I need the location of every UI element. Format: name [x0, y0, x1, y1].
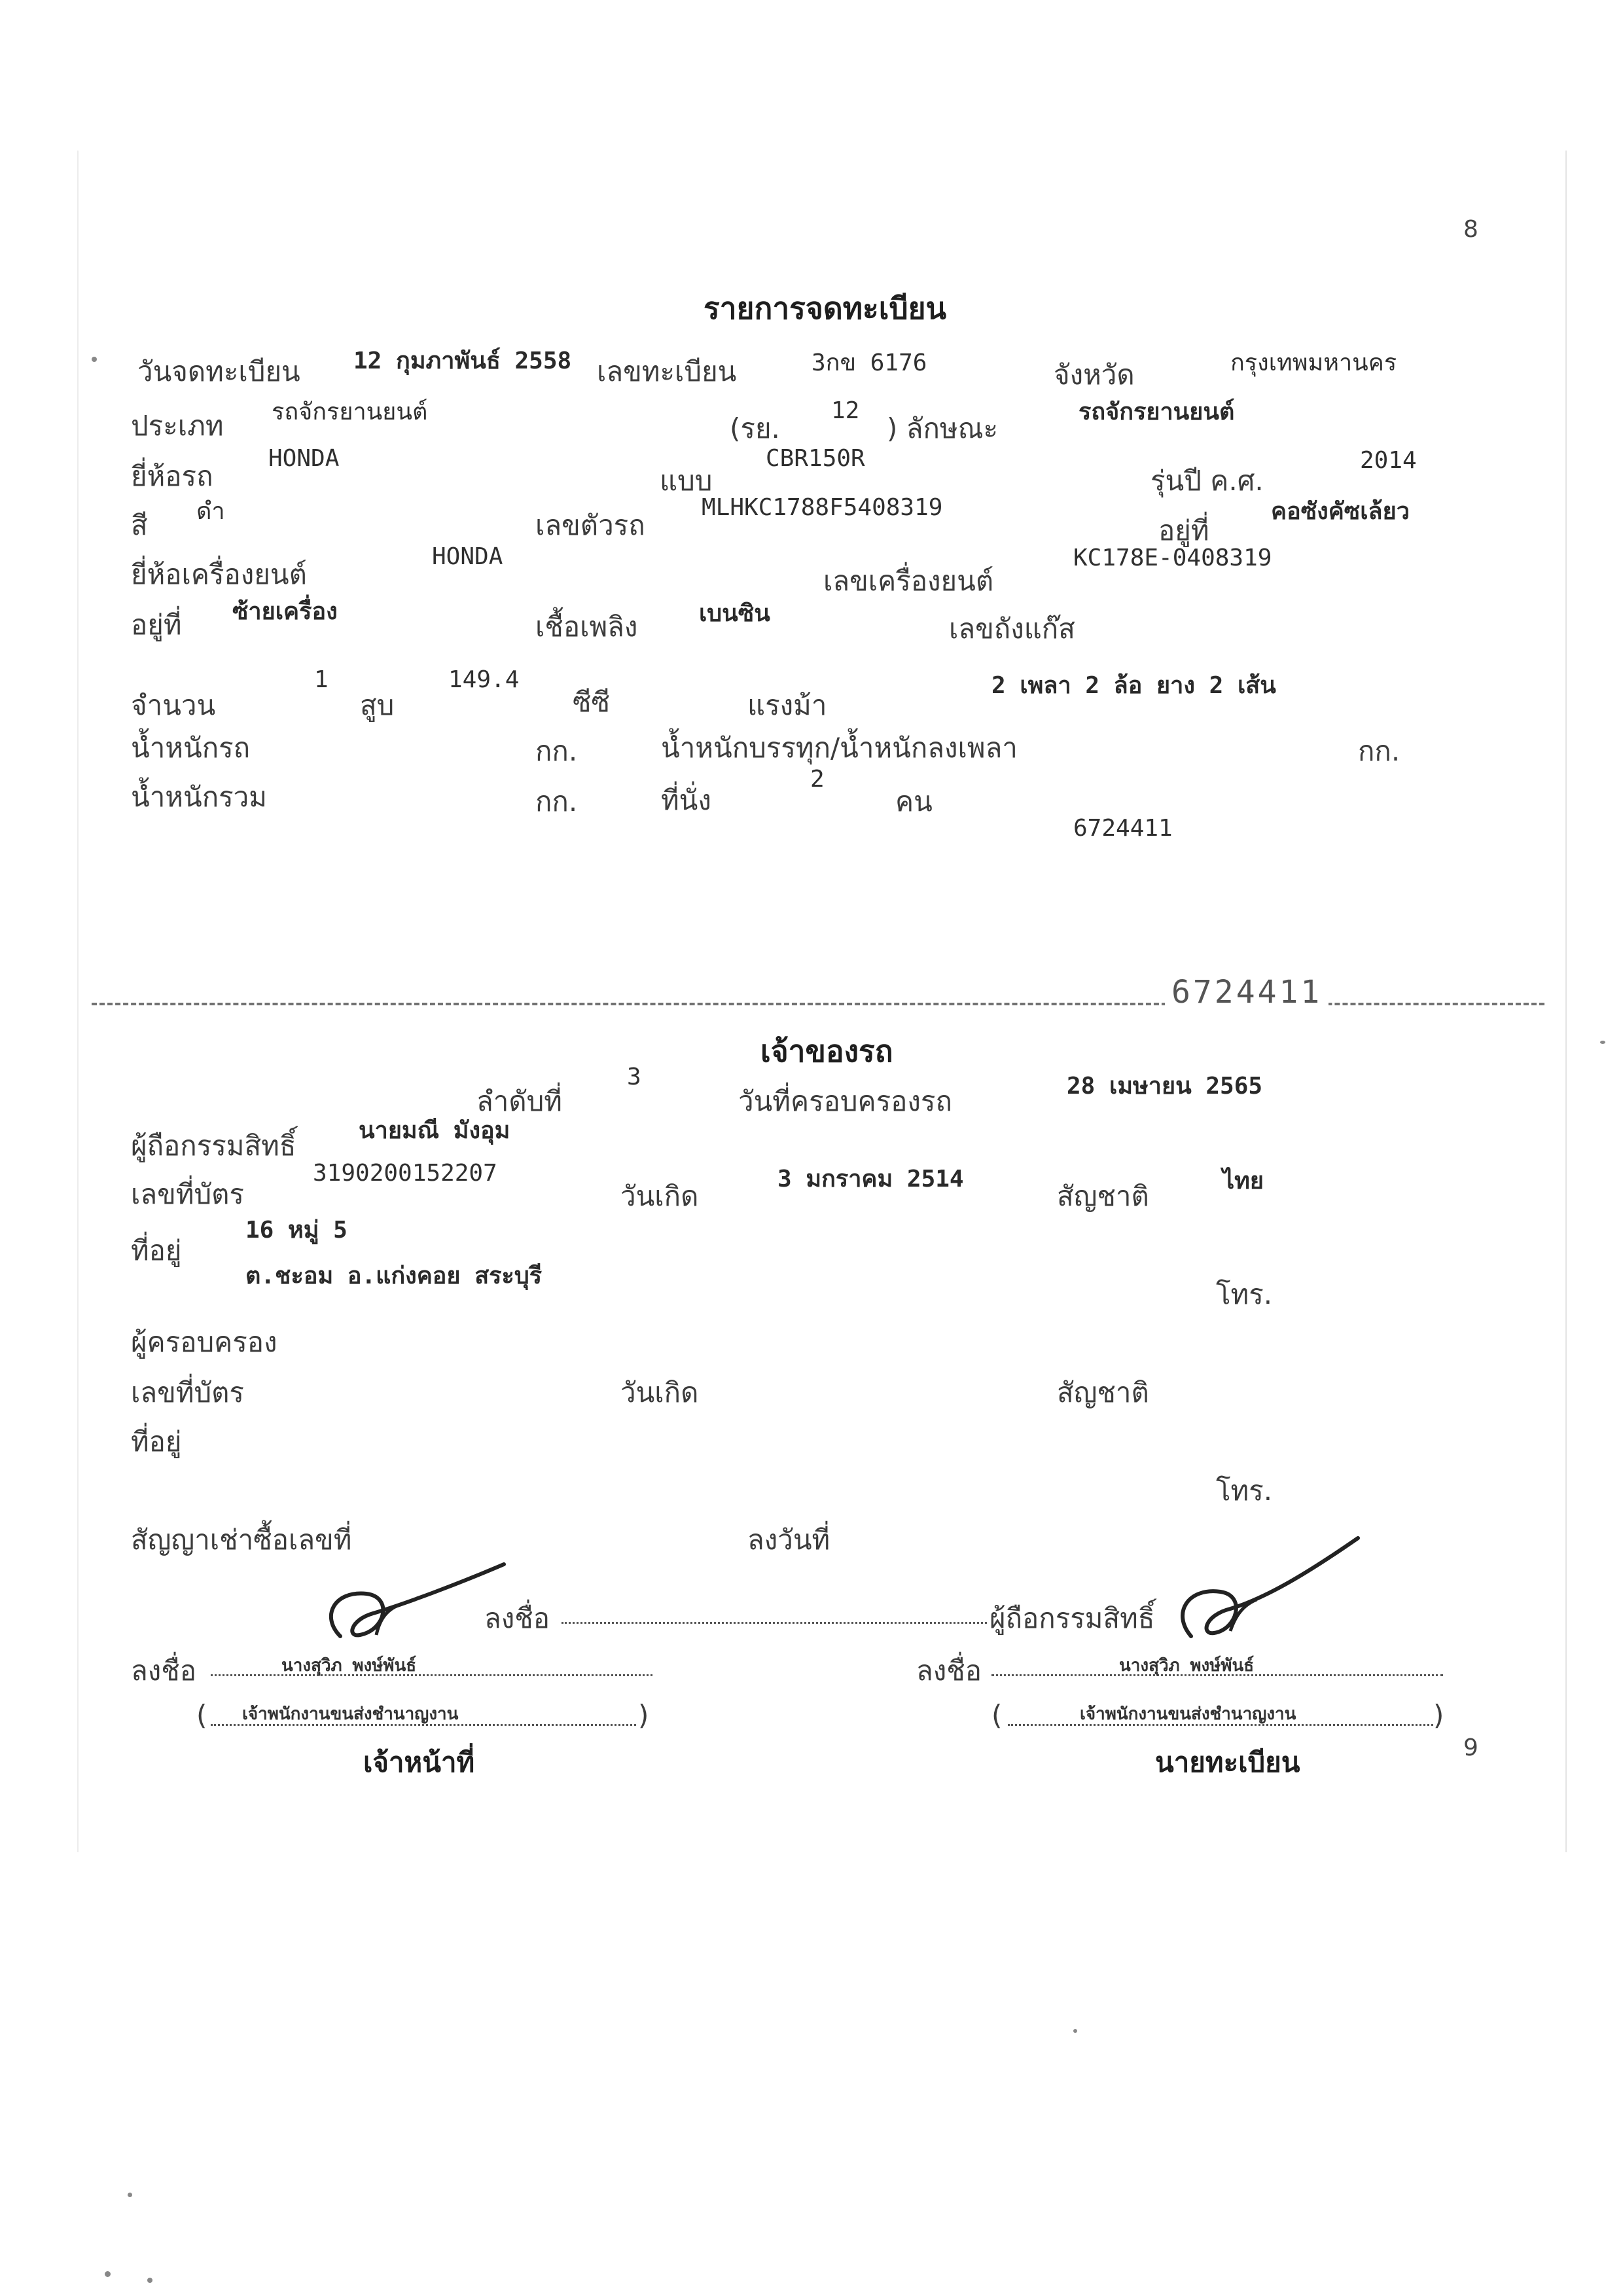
- scan-speck: [147, 2278, 152, 2283]
- registrar-signature-mark: [1165, 1532, 1361, 1649]
- sign-date-label: ลงวันที่: [747, 1524, 830, 1556]
- scan-speck: [92, 357, 97, 362]
- officer-signature-mark: [314, 1558, 510, 1656]
- year-value: 2014: [1360, 447, 1417, 474]
- cc-unit: ซีซี: [573, 686, 611, 718]
- fuel-value: เบนซิน: [699, 600, 770, 627]
- owner-phone-label: โทร.: [1216, 1278, 1273, 1310]
- seats-unit: คน: [895, 785, 933, 817]
- officer-sign-label: ลงชื่อ: [131, 1655, 196, 1687]
- owner-dob-value: 3 มกราคม 2514: [777, 1166, 964, 1193]
- engine-location-value: ซ้ายเครื่อง: [232, 598, 338, 625]
- count-label: จำนวน: [131, 689, 216, 721]
- scan-speck: [1073, 2029, 1077, 2033]
- possession-date-label: วันที่ครอบครองรถ: [738, 1085, 952, 1117]
- owner-sign-label: ลงชื่อ: [484, 1602, 550, 1634]
- reg-date-value: 12 กุมภาพันธ์ 2558: [353, 348, 572, 374]
- page-number-bottom: 9: [1463, 1734, 1478, 1761]
- holder-address-label: ที่อยู่: [131, 1426, 182, 1458]
- possession-date-value: 28 เมษายน 2565: [1067, 1073, 1263, 1100]
- officer-signer-title: เจ้าพนักงานขนส่งชำนาญงาน: [242, 1704, 459, 1724]
- vehicle-weight-unit: กก.: [535, 735, 578, 767]
- fuel-label: เชื้อเพลิง: [535, 611, 638, 643]
- type-label: ประเภท: [131, 410, 224, 442]
- reg-date-label: วันจดทะเบียน: [137, 355, 300, 387]
- make-label: ยี่ห้อรถ: [131, 460, 213, 492]
- horsepower-label: แรงม้า: [747, 689, 827, 721]
- ry-open: (รย.: [730, 412, 780, 444]
- vehicle-weight-label: น้ำหนักรถ: [131, 732, 251, 764]
- plate-value: 3กข 6176: [812, 350, 927, 376]
- registrar-sign-label: ลงชื่อ: [916, 1655, 982, 1687]
- payload-label: น้ำหนักบรรทุก/น้ำหนักลงเพลา: [661, 732, 1018, 764]
- officer-paren-open: (: [196, 1699, 207, 1731]
- owner-sign-suffix: ผู้ถือกรรมสิทธิ์: [990, 1602, 1155, 1634]
- seats-value: 2: [810, 766, 825, 793]
- model-value: CBR150R: [766, 445, 865, 472]
- registrar-paren-close: ): [1433, 1699, 1444, 1731]
- registrar-signer-title: เจ้าพนักงานขนส่งชำนาญงาน: [1080, 1704, 1296, 1724]
- make-value: HONDA: [268, 445, 340, 472]
- owner-id-label: เลขที่บัตร: [131, 1178, 244, 1210]
- holder-label: ผู้ครอบครอง: [131, 1326, 277, 1358]
- engine-number-value: KC178E-0408319: [1073, 545, 1272, 571]
- owner-address-line1: 16 หมู่ 5: [245, 1217, 348, 1244]
- body-style-value: รถจักรยานยนต์: [1079, 399, 1235, 425]
- owner-address-line2: ต.ชะอม อ.แก่งคอย สระบุรี: [245, 1263, 543, 1289]
- chassis-value: MLHKC1788F5408319: [702, 494, 943, 521]
- engine-number-label: เลขเครื่องยนต์: [823, 565, 994, 597]
- holder-id-label: เลขที่บัตร: [131, 1376, 244, 1408]
- form-serial: 6724411: [1073, 815, 1173, 842]
- payload-unit: กก.: [1358, 735, 1400, 767]
- owner-nationality-value: ไทย: [1222, 1168, 1264, 1194]
- lease-contract-label: สัญญาเช่าซื้อเลขที่: [131, 1524, 352, 1556]
- registration-heading: รายการจดทะเบียน: [704, 291, 947, 326]
- engine-location-label: อยู่ที่: [131, 609, 182, 641]
- engine-make-value: HONDA: [432, 543, 503, 570]
- owner-address-label: ที่อยู่: [131, 1234, 182, 1266]
- owner-sign-line: [562, 1622, 987, 1624]
- officer-sign-line: [211, 1674, 652, 1676]
- sequence-label: ลำดับที่: [476, 1085, 562, 1117]
- scan-speck: [1600, 1041, 1605, 1044]
- chassis-location-value: คอซังคัซเล้ยว: [1271, 498, 1410, 525]
- chassis-label: เลขตัวรถ: [535, 509, 645, 541]
- cc-value: 149.4: [448, 666, 520, 693]
- holder-phone-label: โทร.: [1216, 1475, 1273, 1507]
- officer-paren-close: ): [638, 1699, 649, 1731]
- cylinders-unit: สูบ: [360, 689, 395, 721]
- scan-speck: [105, 2271, 111, 2277]
- holder-dob-label: วันเกิด: [620, 1376, 699, 1408]
- plate-label: เลขทะเบียน: [597, 355, 737, 387]
- owner-nationality-label: สัญชาติ: [1057, 1180, 1149, 1212]
- owner-label: ผู้ถือกรรมสิทธิ์: [131, 1130, 296, 1162]
- owner-name: นายมณี มังอุม: [359, 1117, 510, 1144]
- color-label: สี: [131, 509, 148, 541]
- gas-tank-label: เลขถังแก๊ส: [949, 613, 1075, 645]
- engine-make-label: ยี่ห้อเครื่องยนต์: [131, 558, 307, 590]
- owner-id-value: 3190200152207: [313, 1160, 497, 1187]
- color-value: ดำ: [196, 498, 225, 525]
- year-label: รุ่นปี ค.ศ.: [1150, 465, 1264, 497]
- page-number-top: 8: [1463, 216, 1478, 243]
- registrar-signer-name: นางสุวิภ พงษ์พันธ์: [1119, 1656, 1255, 1676]
- gross-weight-unit: กก.: [535, 785, 578, 817]
- type-value: รถจักรยานยนต์: [272, 399, 428, 425]
- ry-number: 12: [831, 397, 860, 424]
- gross-weight-label: น้ำหนักรวม: [131, 781, 267, 813]
- chassis-location-label: อยู่ที่: [1158, 514, 1209, 547]
- cylinders-value: 1: [314, 666, 329, 693]
- scan-speck: [128, 2193, 132, 2197]
- registrar-title-label: นายทะเบียน: [1155, 1746, 1300, 1778]
- holder-nationality-label: สัญชาติ: [1057, 1376, 1149, 1408]
- seats-label: ที่นั่ง: [661, 784, 711, 816]
- axles-value: 2 เพลา 2 ล้อ ยาง 2 เส้น: [991, 672, 1276, 699]
- model-label: แบบ: [660, 465, 713, 497]
- province-value: กรุงเทพมหานคร: [1230, 350, 1397, 376]
- officer-title-label: เจ้าหน้าที่: [363, 1746, 475, 1778]
- owner-dob-label: วันเกิด: [620, 1180, 699, 1212]
- sequence-value: 3: [627, 1064, 641, 1090]
- registrar-paren-open: (: [991, 1699, 1003, 1731]
- body-style-label: ) ลักษณะ: [887, 412, 999, 444]
- province-label: จังหวัด: [1054, 359, 1135, 391]
- officer-signer-name: นางสุวิภ พงษ์พันธ์: [281, 1656, 417, 1676]
- owner-heading: เจ้าของรถ: [760, 1033, 893, 1069]
- divider-serial: 6724411: [1165, 974, 1329, 1011]
